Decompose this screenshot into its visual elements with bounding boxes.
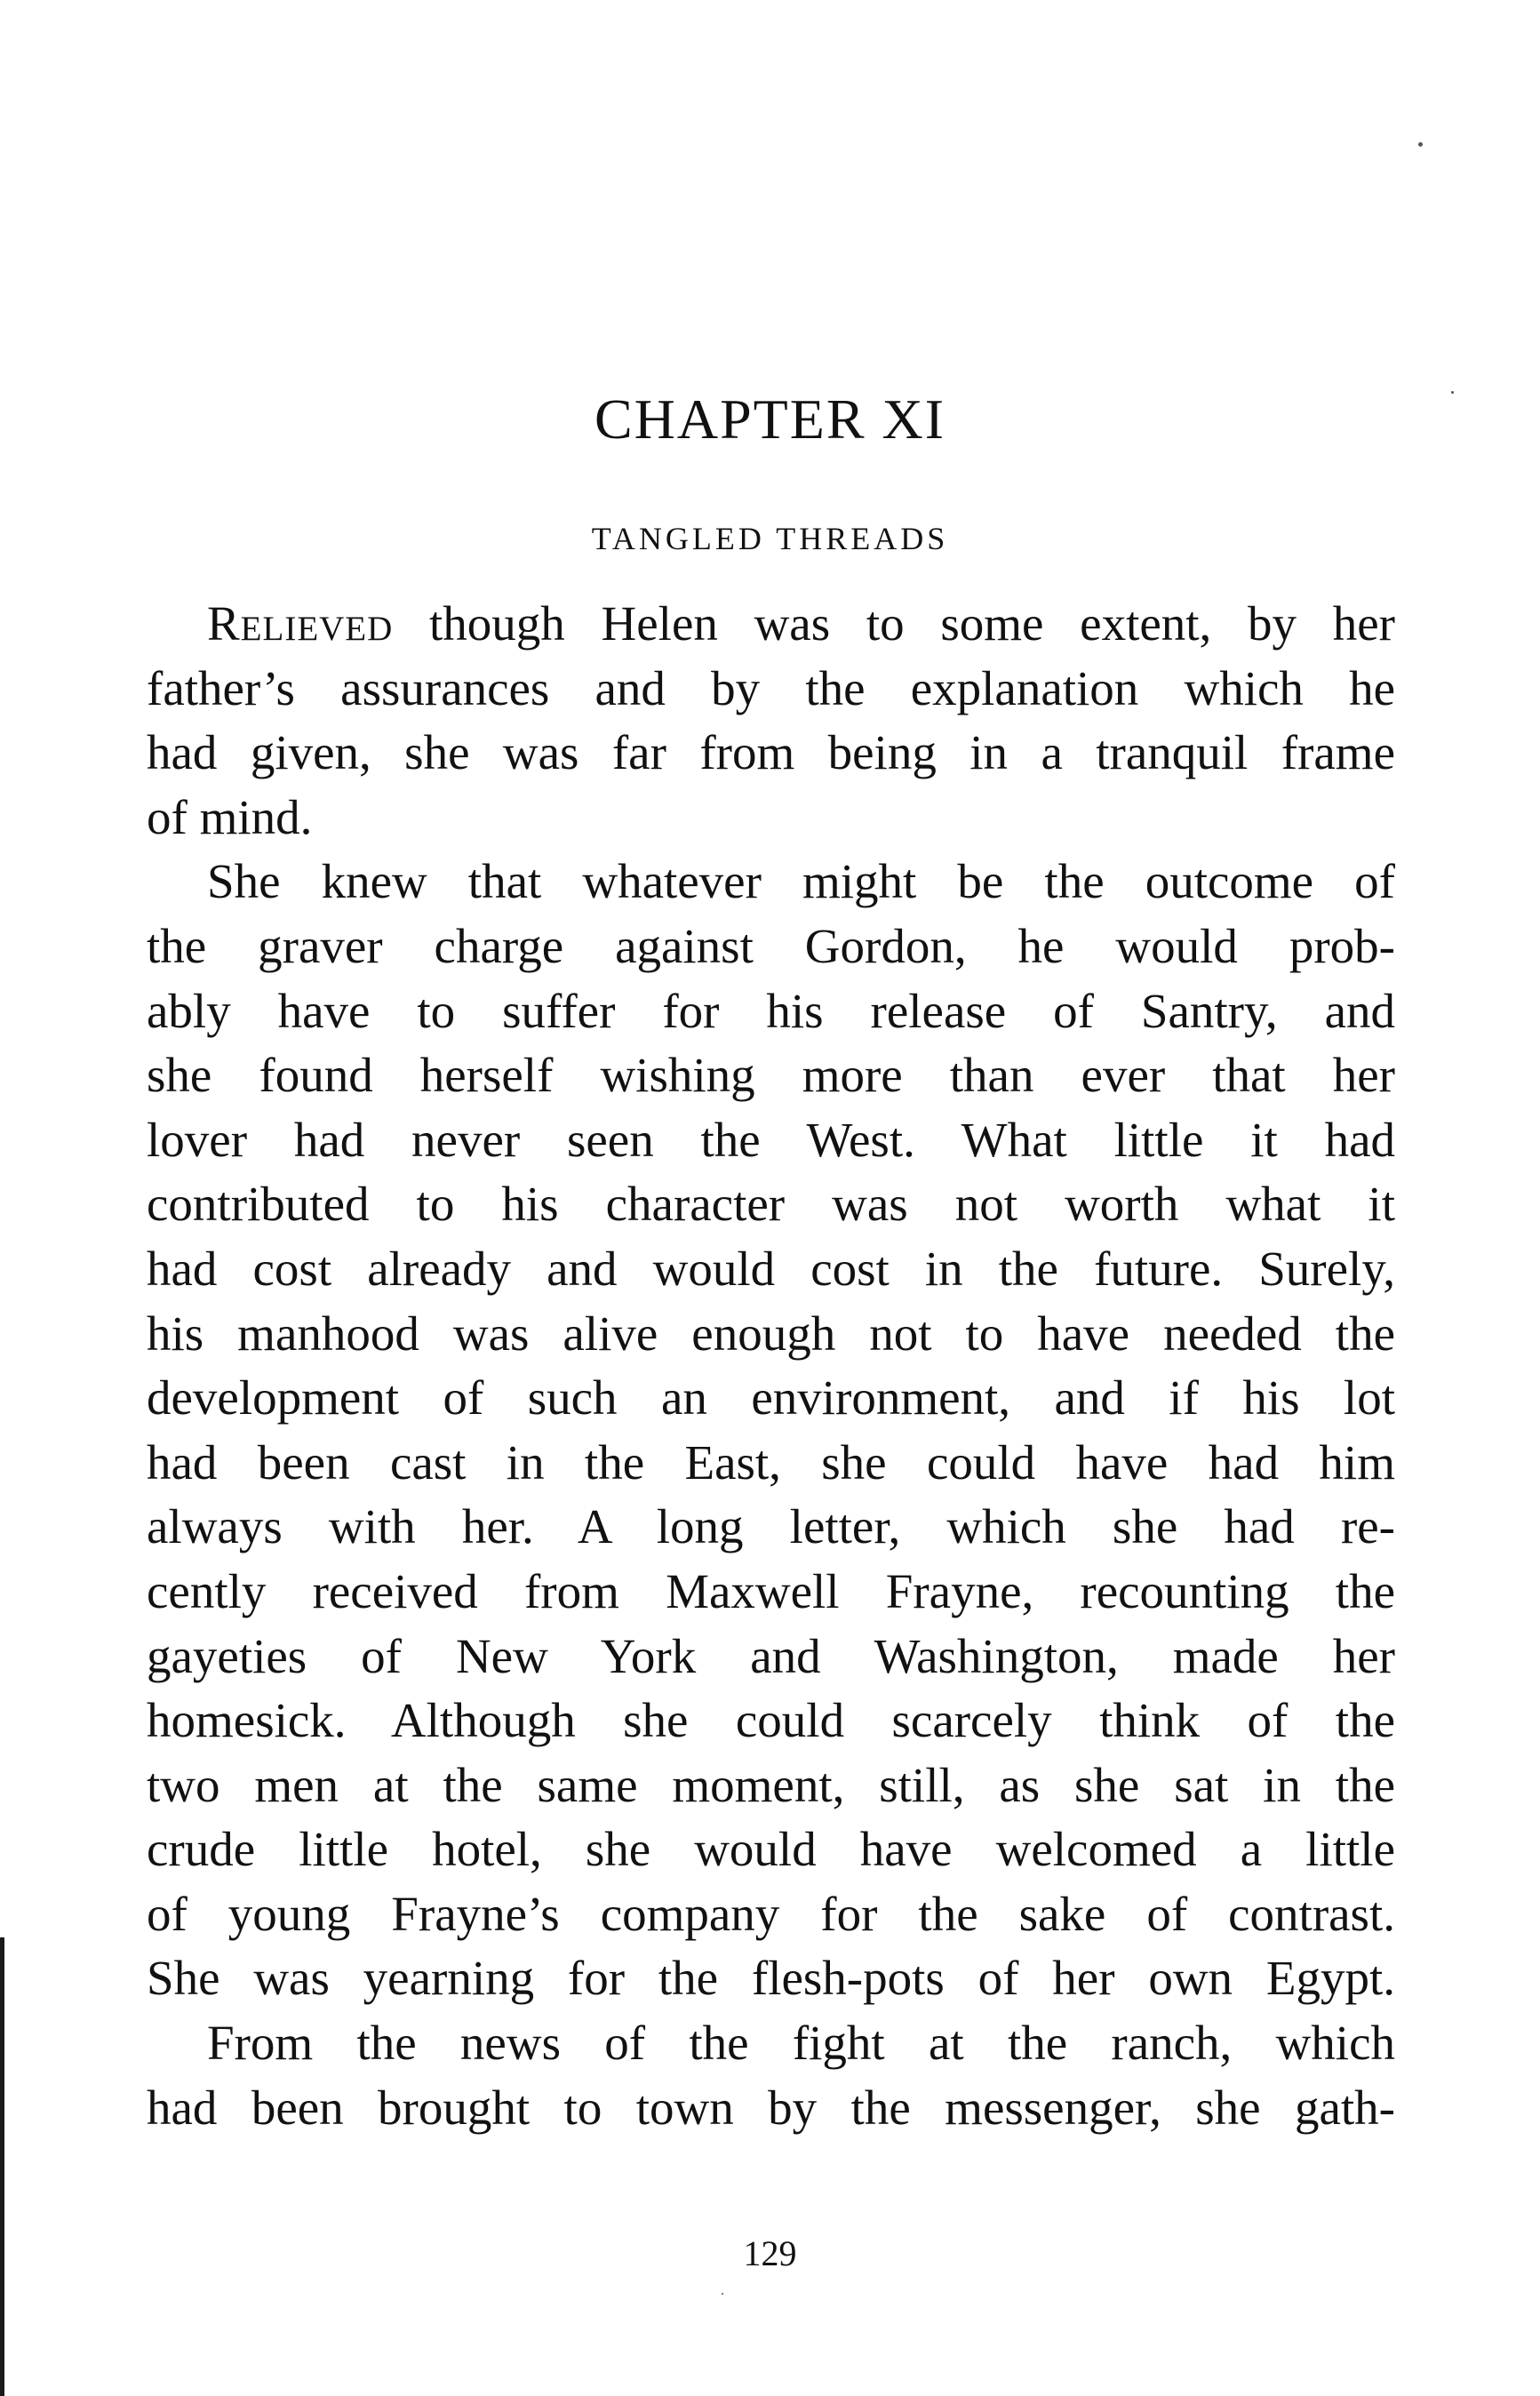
text-line: of young Frayne’s company for the sake of contrast. bbox=[147, 1886, 1395, 1941]
page-number: 129 bbox=[743, 2233, 797, 2273]
text-line: always with her. A long letter, which she had re- bbox=[147, 1499, 1395, 1554]
text-line: had given, she was far from being in a tranquil frame bbox=[147, 725, 1395, 780]
text-line: two men at the same moment, still, as she sat in the bbox=[147, 1757, 1395, 1812]
text-line: She was yearning for the flesh-pots of her own Egypt. bbox=[147, 1951, 1395, 2006]
text-line: his manhood was alive enough not to have needed the bbox=[147, 1306, 1395, 1361]
text-line: she found herself wishing more than ever that her bbox=[147, 1048, 1395, 1103]
text-line: contributed to his character was not worth what it bbox=[147, 1177, 1395, 1232]
text-line: had been brought to town by the messenger, she gath- bbox=[147, 2080, 1395, 2135]
scan-speck bbox=[722, 2293, 723, 2295]
text-line: development of such an environment, and if his lot bbox=[147, 1370, 1395, 1426]
scan-speck bbox=[1418, 142, 1423, 147]
text-line bbox=[147, 592, 1395, 657]
text-line: had cost already and would cost in the future. Surely, bbox=[147, 1241, 1395, 1296]
text-line: the graver charge against Gordon, he would prob- bbox=[147, 918, 1395, 973]
text-line: From the news of the fight at the ranch, which bbox=[207, 2016, 1395, 2071]
text-line: had been cast in the East, she could have had him bbox=[147, 1434, 1395, 1490]
text-line-rest: though Helen was to some extent, by her bbox=[393, 596, 1395, 651]
text-line: gayeties of New York and Washington, made her bbox=[147, 1628, 1395, 1683]
lead-word: Relieved bbox=[207, 596, 394, 651]
chapter-body bbox=[147, 592, 1395, 2140]
text-line: cently received from Maxwell Frayne, recounting the bbox=[147, 1563, 1395, 1618]
text-line: crude little hotel, she would have welcomed a little bbox=[147, 1822, 1395, 1877]
text-line: of mind. bbox=[147, 789, 313, 844]
chapter-title: CHAPTER XI bbox=[594, 387, 946, 451]
scan-edge-line bbox=[0, 1937, 4, 2396]
text-line: lover had never seen the West. What little it had bbox=[147, 1112, 1395, 1167]
chapter-subtitle: TANGLED THREADS bbox=[591, 521, 949, 556]
text-line: ably have to suffer for his release of Santry, and bbox=[147, 983, 1395, 1038]
text-line: She knew that whatever might be the outcome of bbox=[207, 854, 1395, 909]
text-line: homesick. Although she could scarcely think of the bbox=[147, 1693, 1395, 1748]
text-line: father’s assurances and by the explanation which he bbox=[147, 660, 1395, 715]
